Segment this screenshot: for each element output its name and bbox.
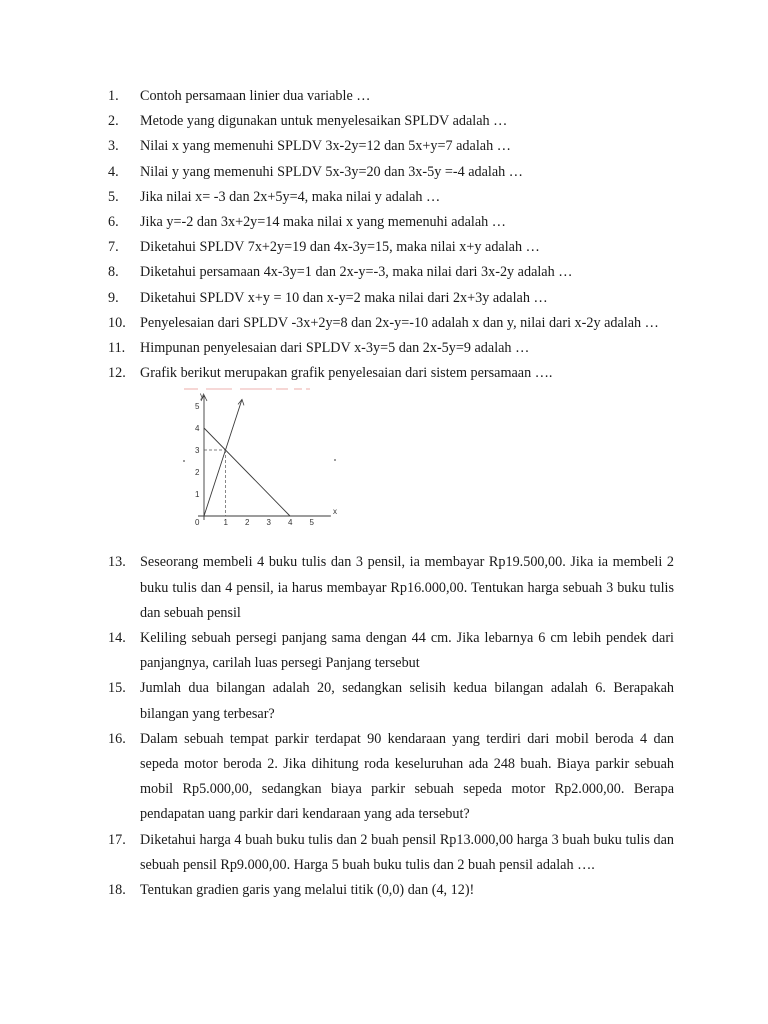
question-text: Nilai y yang memenuhi SPLDV 5x-3y=20 dan 3x-5y =-4 adalah …: [140, 163, 523, 180]
question-item: [108, 550, 674, 626]
question-text: Himpunan penyelesaian dari SPLDV x-3y=5 dan 2x-5y=9 adalah …: [140, 340, 530, 357]
y-tick-label: 5: [195, 402, 200, 412]
question-number: 3.: [108, 138, 119, 155]
graph-svg: [176, 386, 341, 546]
x-axis-label: x: [333, 507, 337, 517]
question-number: 17.: [108, 831, 126, 848]
question-item: [108, 260, 674, 285]
question-text: Dalam sebuah tempat parkir terdapat 90 kendaraan yang terdiri dari mobil beroda 4 dan sepeda motor beroda 2. Jika dihitung roda keseluruhan ada 248 buah. Biaya parkir sebuah mobil Rp5.000,00, sedangkan biaya parkir sebuah sepeda motor Rp2.000,00. Berapa pendapatan uang parkir dari kendaraan yang ada tersebut?: [140, 730, 674, 823]
x-tick-label: 5: [309, 518, 314, 528]
question-number: 11.: [108, 340, 126, 357]
question-list: [108, 84, 674, 903]
question-text: Grafik berikut merupakan grafik penyelesaian dari sistem persamaan ….: [140, 365, 553, 382]
y-tick-label: 4: [195, 424, 200, 434]
question-text: Diketahui harga 4 buah buku tulis dan 2 buah pensil Rp13.000,00 harga 3 buah buku tulis dan sebuah pensil Rp9.000,00. Harga 5 buah buku tulis dan 2 buah pensil adalah ….: [140, 831, 674, 873]
question-number: 14.: [108, 630, 126, 647]
question-item: [108, 185, 674, 210]
question-number: 13.: [108, 554, 126, 571]
question-number: 8.: [108, 264, 119, 281]
question-text: Contoh persamaan linier dua variable …: [140, 88, 371, 104]
question-item: [108, 235, 674, 260]
question-number: 9.: [108, 289, 119, 306]
question-item: [108, 626, 674, 676]
question-item: [108, 109, 674, 134]
question-item: [108, 828, 674, 878]
graph-static-layer: [183, 389, 337, 527]
question-item: [108, 311, 674, 336]
question-number: 12.: [108, 365, 126, 382]
graph-figure: [140, 386, 674, 550]
question-text: Jumlah dua bilangan adalah 20, sedangkan selisih kedua bilangan adalah 6. Berapakah bilangan yang terbesar?: [140, 680, 674, 722]
question-item: [108, 286, 674, 311]
question-item: [108, 134, 674, 159]
question-text: Metode yang digunakan untuk menyelesaikan SPLDV adalah …: [140, 113, 508, 130]
question-number: 4.: [108, 163, 119, 180]
y-tick-label: 1: [195, 490, 200, 500]
y-tick-label: 2: [195, 468, 200, 478]
question-text: Keliling sebuah persegi panjang sama dengan 44 cm. Jika lebarnya 6 cm lebih pendek dari panjangnya, carilah luas persegi Panjang tersebut: [140, 630, 674, 672]
side-dot: [183, 461, 185, 463]
question-text: Jika nilai x= -3 dan 2x+5y=4, maka nilai y adalah …: [140, 188, 441, 205]
question-number: 1.: [108, 88, 119, 104]
question-item: [108, 210, 674, 235]
question-number: 2.: [108, 113, 119, 130]
question-text: Penyelesaian dari SPLDV -3x+2y=8 dan 2x-y=-10 adalah x dan y, nilai dari x-2y adalah …: [140, 314, 659, 331]
question-number: 5.: [108, 188, 119, 205]
x-tick-label: 3: [266, 518, 271, 528]
side-dot: [334, 460, 336, 462]
question-number: 15.: [108, 680, 126, 697]
question-text: Tentukan gradien garis yang melalui titik (0,0) dan (4, 12)!: [140, 882, 475, 899]
origin-label: 0: [195, 518, 200, 528]
question-text: Nilai x yang memenuhi SPLDV 3x-2y=12 dan 5x+y=7 adalah …: [140, 138, 511, 155]
question-text: Diketahui persamaan 4x-3y=1 dan 2x-y=-3, maka nilai dari 3x-2y adalah …: [140, 264, 573, 281]
question-number: 18.: [108, 882, 126, 899]
question-number: 6.: [108, 214, 119, 231]
x-tick-label: 4: [288, 518, 293, 528]
question-item: [108, 160, 674, 185]
question-item: [108, 361, 674, 386]
question-number: 10.: [108, 314, 126, 331]
question-text: Jika y=-2 dan 3x+2y=14 maka nilai x yang memenuhi adalah …: [140, 214, 506, 231]
question-item: [108, 336, 674, 361]
graph-line-1: [204, 400, 242, 517]
question-text: Seseorang membeli 4 buku tulis dan 3 pensil, ia membayar Rp19.500,00. Jika ia membeli 2 buku tulis dan 4 pensil, ia harus membayar Rp16.000,00. Tentukan harga sebuah 3 buku tulis dan sebuah pensil: [140, 554, 674, 621]
question-text: Diketahui SPLDV 7x+2y=19 dan 4x-3y=15, maka nilai x+y adalah …: [140, 239, 540, 256]
question-item: [108, 676, 674, 726]
y-axis-label: y: [200, 391, 204, 401]
question-item: [108, 727, 674, 828]
question-item: [108, 84, 674, 109]
question-item: [108, 878, 674, 903]
question-number: 16.: [108, 730, 126, 747]
x-tick-label: 2: [245, 518, 250, 528]
question-number: 7.: [108, 239, 119, 256]
graph-data-layer: [204, 400, 290, 517]
x-tick-label: 1: [223, 518, 228, 528]
y-tick-label: 3: [195, 446, 200, 456]
question-text: Diketahui SPLDV x+y = 10 dan x-y=2 maka nilai dari 2x+3y adalah …: [140, 289, 548, 306]
graph-line-2: [204, 428, 290, 516]
